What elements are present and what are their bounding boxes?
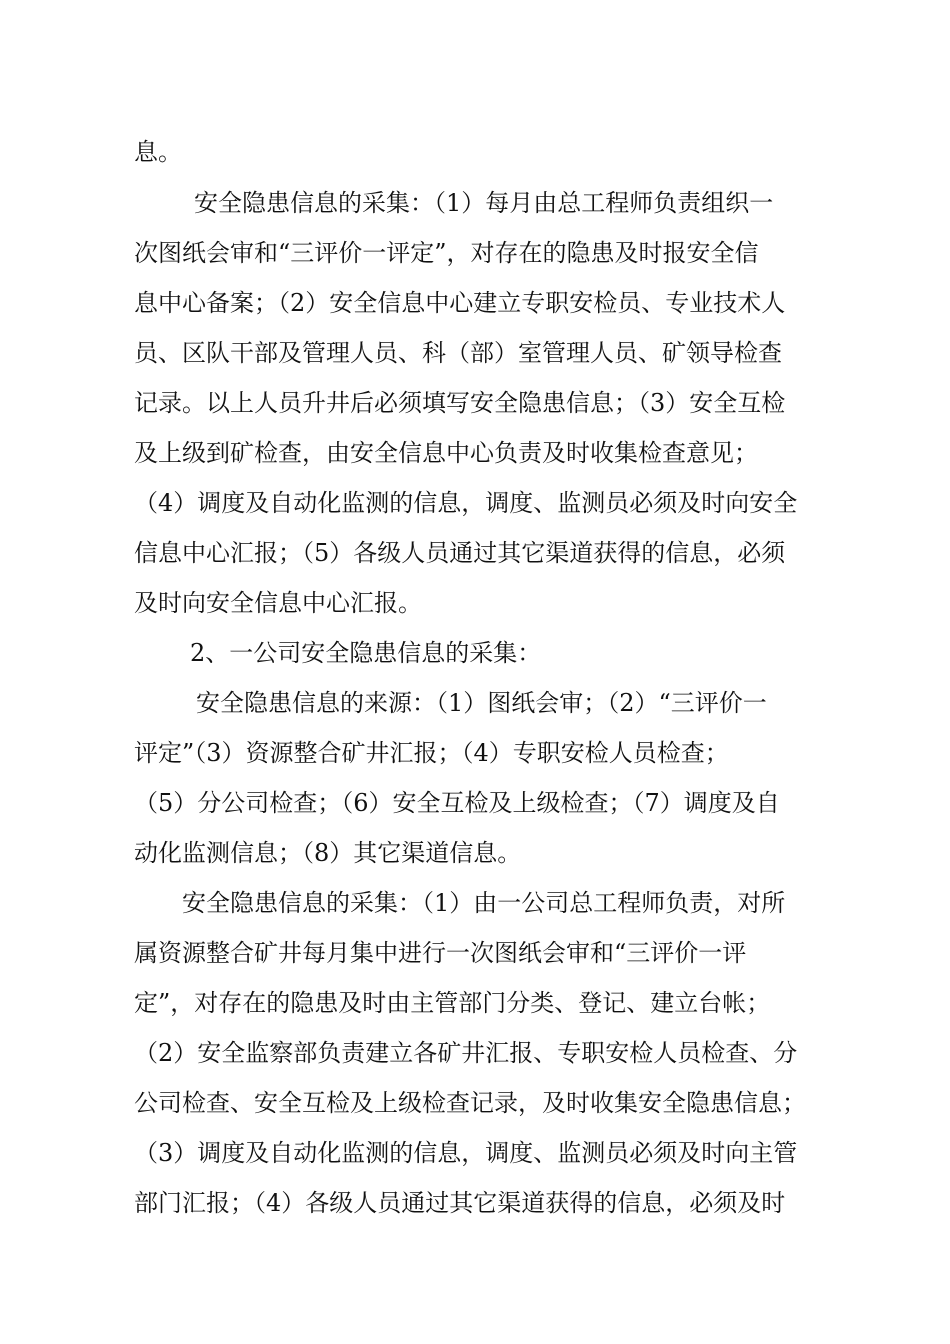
- text-line: 动化监测信息；（8）其它渠道信息。: [134, 839, 522, 867]
- section-heading: 2、一公司安全隐患信息的采集：: [190, 639, 542, 667]
- text-line: 安全隐患信息的采集：（1）由一公司总工程师负责，对所: [182, 889, 786, 917]
- text-line: （4）调度及自动化监测的信息，调度、监测员必须及时向安全: [134, 489, 798, 517]
- text-line: 公司检查、安全互检及上级检查记录，及时收集安全隐患信息；: [134, 1089, 806, 1117]
- text-line: 安全隐患信息的来源：（1）图纸会审；（2）“三评价一: [196, 689, 767, 717]
- text-line: 信息中心汇报；（5）各级人员通过其它渠道获得的信息，必须: [134, 539, 786, 567]
- text-line: 安全隐患信息的采集：（1）每月由总工程师负责组织一: [170, 189, 774, 217]
- text-line: 评定”（3）资源整合矿井汇报；（4）专职安检人员检查；: [134, 739, 729, 767]
- text-line: 次图纸会审和“三评价一评定”，对存在的隐患及时报安全信: [134, 239, 759, 267]
- text-line: 员、区队干部及管理人员、科（部）室管理人员、矿领导检查: [134, 339, 782, 367]
- text-line: 及时向安全信息中心汇报。: [134, 589, 422, 617]
- text-line: 息中心备案；（2）安全信息中心建立专职安检员、专业技术人: [134, 289, 786, 317]
- text-line: 记录。以上人员升井后必须填写安全隐患信息；（3）安全互检: [134, 389, 786, 417]
- text-line: 及上级到矿检查，由安全信息中心负责及时收集检查意见；: [134, 439, 758, 467]
- text-line: 息。: [134, 138, 182, 166]
- text-line: （3）调度及自动化监测的信息，调度、监测员必须及时向主管: [134, 1139, 798, 1167]
- text-line: 属资源整合矿井每月集中进行一次图纸会审和“三评价一评: [134, 939, 747, 967]
- text-line: （2）安全监察部负责建立各矿井汇报、专职安检人员检查、分: [134, 1039, 798, 1067]
- text-line: （5）分公司检查；（6）安全互检及上级检查；（7）调度及自: [134, 789, 780, 817]
- text-line: 部门汇报；（4）各级人员通过其它渠道获得的信息，必须及时: [134, 1189, 786, 1217]
- text-line: 定”，对存在的隐患及时由主管部门分类、登记、建立台帐；: [134, 989, 771, 1017]
